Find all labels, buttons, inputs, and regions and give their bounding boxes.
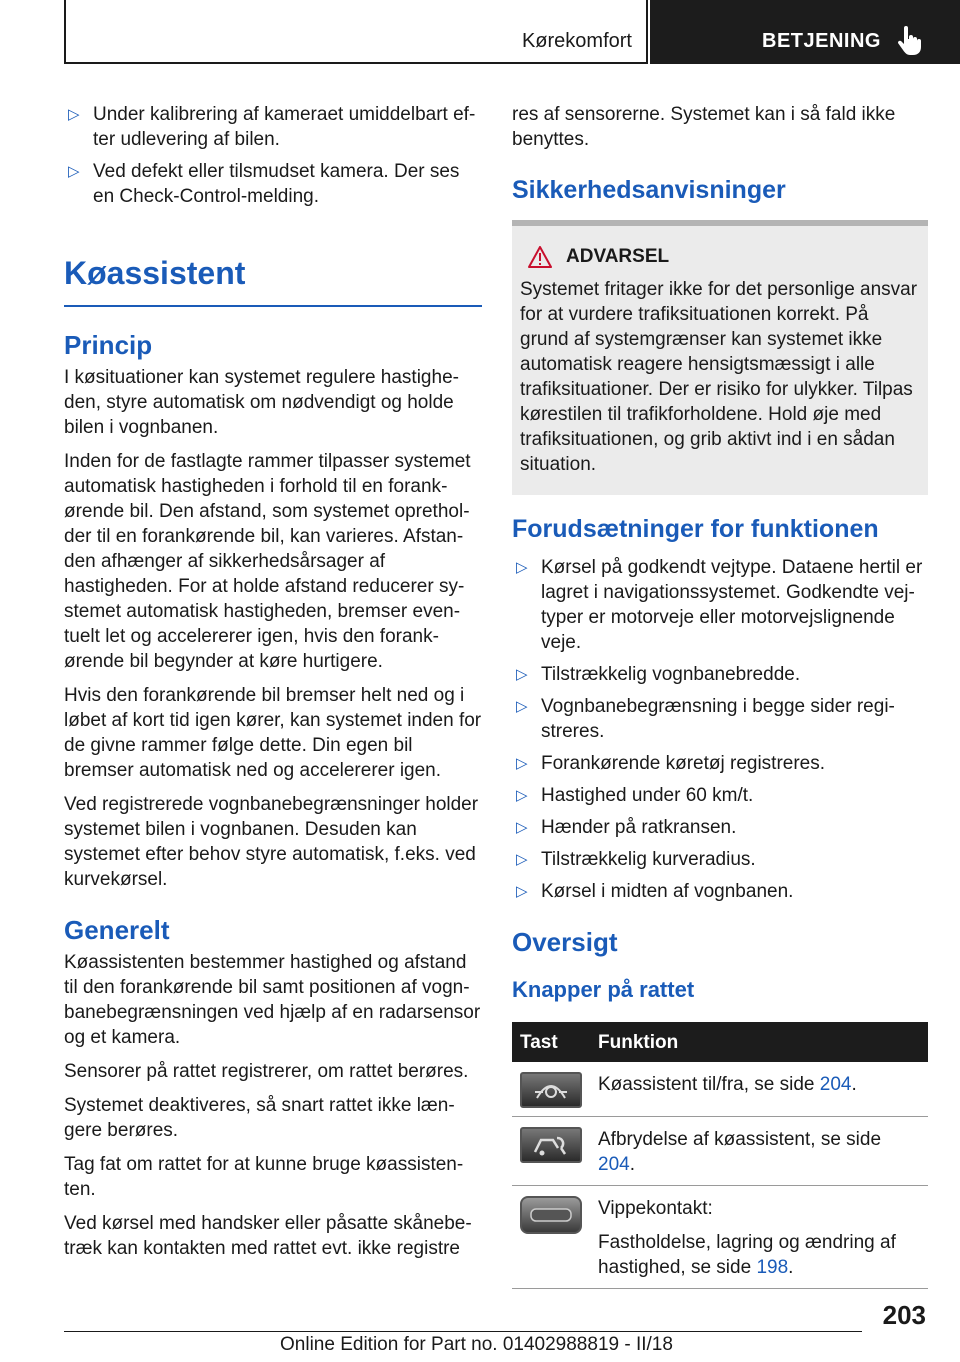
warning-label: ADVARSEL bbox=[566, 246, 670, 267]
bullet-triangle-icon: ▷ bbox=[516, 559, 528, 576]
title-divider bbox=[64, 305, 482, 307]
paragraph: Ved kørsel med handsker eller påsatte skånebetræk kan kontakten med rattet evt. ikke registre bbox=[64, 1213, 472, 1259]
header-section-title: Kørekomfort bbox=[521, 30, 632, 52]
chapter-title: Køassistent bbox=[64, 255, 246, 291]
column-header-function: Funktion bbox=[590, 1022, 928, 1062]
paragraph: Sensorer på rattet registrerer, om rattet berøres. bbox=[64, 1061, 469, 1082]
paragraph: Systemet deaktiveres, så snart rattet ikke længere berøres. bbox=[64, 1095, 455, 1141]
bullet-triangle-icon: ▷ bbox=[516, 883, 528, 900]
page-link[interactable]: 198 bbox=[756, 1257, 789, 1278]
buttons-heading: Knapper på rattet bbox=[512, 977, 695, 1002]
bullet-triangle-icon: ▷ bbox=[68, 106, 80, 123]
header-section-box bbox=[64, 0, 648, 64]
list-item: ▷ Kørsel på godkendt vejtype. Dataene hertil er lagret i navigationssystemet. Godkendte vejtyper er motorveje eller motorvejslignende veje. bbox=[516, 557, 923, 653]
page-link[interactable]: 204 bbox=[819, 1074, 852, 1095]
list-item: ▷ Tilstrækkelig vognbanebredde. bbox=[516, 664, 801, 685]
paragraph: Køassistenten bestemmer hastighed og afstand til den forankørende bil samt positionen af vognbanebegrænsningen ved hjælp af en radarsensor og et kamera. bbox=[64, 952, 481, 1048]
column-header-key: Tast bbox=[512, 1022, 590, 1062]
list-item: ▷ Hænder på ratkransen. bbox=[516, 817, 737, 838]
table-row: Vippekontakt: Fastholdelse, lagring og ændring af hastighed, se side 198. bbox=[512, 1186, 928, 1289]
left-column bbox=[64, 102, 482, 1270]
bullet-triangle-icon: ▷ bbox=[516, 698, 528, 715]
warning-triangle-icon bbox=[528, 246, 552, 268]
warning-title bbox=[528, 244, 920, 269]
requirements-list bbox=[512, 555, 928, 904]
rocker-switch-icon bbox=[520, 1196, 582, 1234]
table-header-row bbox=[512, 1022, 928, 1062]
list-item: ▷ Tilstrækkelig kurveradius. bbox=[516, 849, 756, 870]
safety-heading: Sikkerhedsanvisninger bbox=[512, 176, 786, 204]
warning-text: Systemet fritager ikke for det personlige ansvar for at vurdere trafiksituationen korrekt. På grund af systemgrænser kan systemet ikke automatisk reagere hensigtsmæssigt i alle trafiksituationer. Der er risiko for ulykker. Tilpas kørestilen til trafikforholdene. Hold øje med trafiksituationen, og grib aktivt ind i en sådan situation. bbox=[520, 279, 918, 475]
paragraph: Hvis den forankørende bil bremser helt ned og i løbet af kort tid igen kører, kan systemet inden for de givne rammer følge dette. Din egen bil bremser automatisk ned og accelererer igen. bbox=[64, 685, 482, 781]
steering-assist-button-icon bbox=[520, 1072, 582, 1108]
list-item: ▷ Kørsel i midten af vognbanen. bbox=[516, 881, 794, 902]
page-number: 203 bbox=[882, 1300, 926, 1330]
bullet-triangle-icon: ▷ bbox=[516, 787, 528, 804]
header-chapter-title: BETJENING bbox=[762, 30, 881, 52]
warning-box bbox=[512, 220, 928, 495]
hand-pointer-icon bbox=[896, 26, 922, 56]
interrupt-assist-button-icon bbox=[520, 1127, 582, 1163]
footer-divider bbox=[64, 1331, 862, 1332]
bullet-triangle-icon: ▷ bbox=[516, 819, 528, 836]
page-link[interactable]: 204 bbox=[598, 1154, 630, 1175]
generelt-heading: Generelt bbox=[64, 915, 170, 945]
princip-heading: Princip bbox=[64, 330, 153, 360]
bullet-triangle-icon: ▷ bbox=[68, 163, 80, 180]
paragraph: I køsituationer kan systemet regulere hastigheden, styre automatisk om nødvendigt og holde bilen i vognbanen. bbox=[64, 367, 459, 438]
bullet-triangle-icon: ▷ bbox=[516, 851, 528, 868]
right-column bbox=[512, 102, 928, 1289]
list-item: ▷ Hastighed under 60 km/t. bbox=[516, 785, 754, 806]
bullet-triangle-icon: ▷ bbox=[516, 755, 528, 772]
list-item: ▷ Vognbanebegrænsning i begge sider registreres. bbox=[516, 696, 895, 742]
header-chapter-box bbox=[650, 0, 960, 64]
table-row: Afbrydelse af køassistent, se side 204. bbox=[512, 1117, 928, 1186]
bullet-triangle-icon: ▷ bbox=[516, 666, 528, 683]
footer-edition: Online Edition for Part no. 01402988819 - II/18 bbox=[280, 1334, 673, 1355]
buttons-table bbox=[512, 1022, 928, 1289]
list-item: ▷ Forankørende køretøj registreres. bbox=[516, 753, 826, 774]
overview-heading: Oversigt bbox=[512, 927, 618, 957]
list-item: ▷ Ved defekt eller tilsmudset kamera. Der ses en Check-Control-melding. bbox=[68, 161, 460, 207]
paragraph: Tag fat om rattet for at kunne bruge køassistenten. bbox=[64, 1154, 464, 1200]
list-item: ▷ Under kalibrering af kameraet umiddelbart efter udlevering af bilen. bbox=[68, 104, 476, 150]
top-bullet-list bbox=[64, 102, 482, 209]
paragraph: Ved registrerede vognbanebegrænsninger holder systemet bilen i vognbanen. Desuden kan systemet efter behov styre automatisk, f.eks. ved kurvekørsel. bbox=[64, 794, 479, 890]
paragraph: Inden for de fastlagte rammer tilpasser systemet automatisk hastigheden i forhold til en forankørende bil. Den afstand, som systemet opretholder til en forankørende bil, kan varieres. Afstanden afhænger af sikkerhedsårsager af hastigheden. For at holde afstand reducerer systemet automatisk hastigheden, bremser eventuelt let og accelererer igen, hvis den forankørende bil begynder at køre hurtigere. bbox=[64, 451, 471, 672]
requirements-heading: Forudsætninger for funktionen bbox=[512, 515, 879, 543]
table-row: Køassistent til/fra, se side 204. bbox=[512, 1062, 928, 1117]
paragraph-continued: res af sensorerne. Systemet kan i så fald ikke benyttes. bbox=[512, 104, 896, 150]
